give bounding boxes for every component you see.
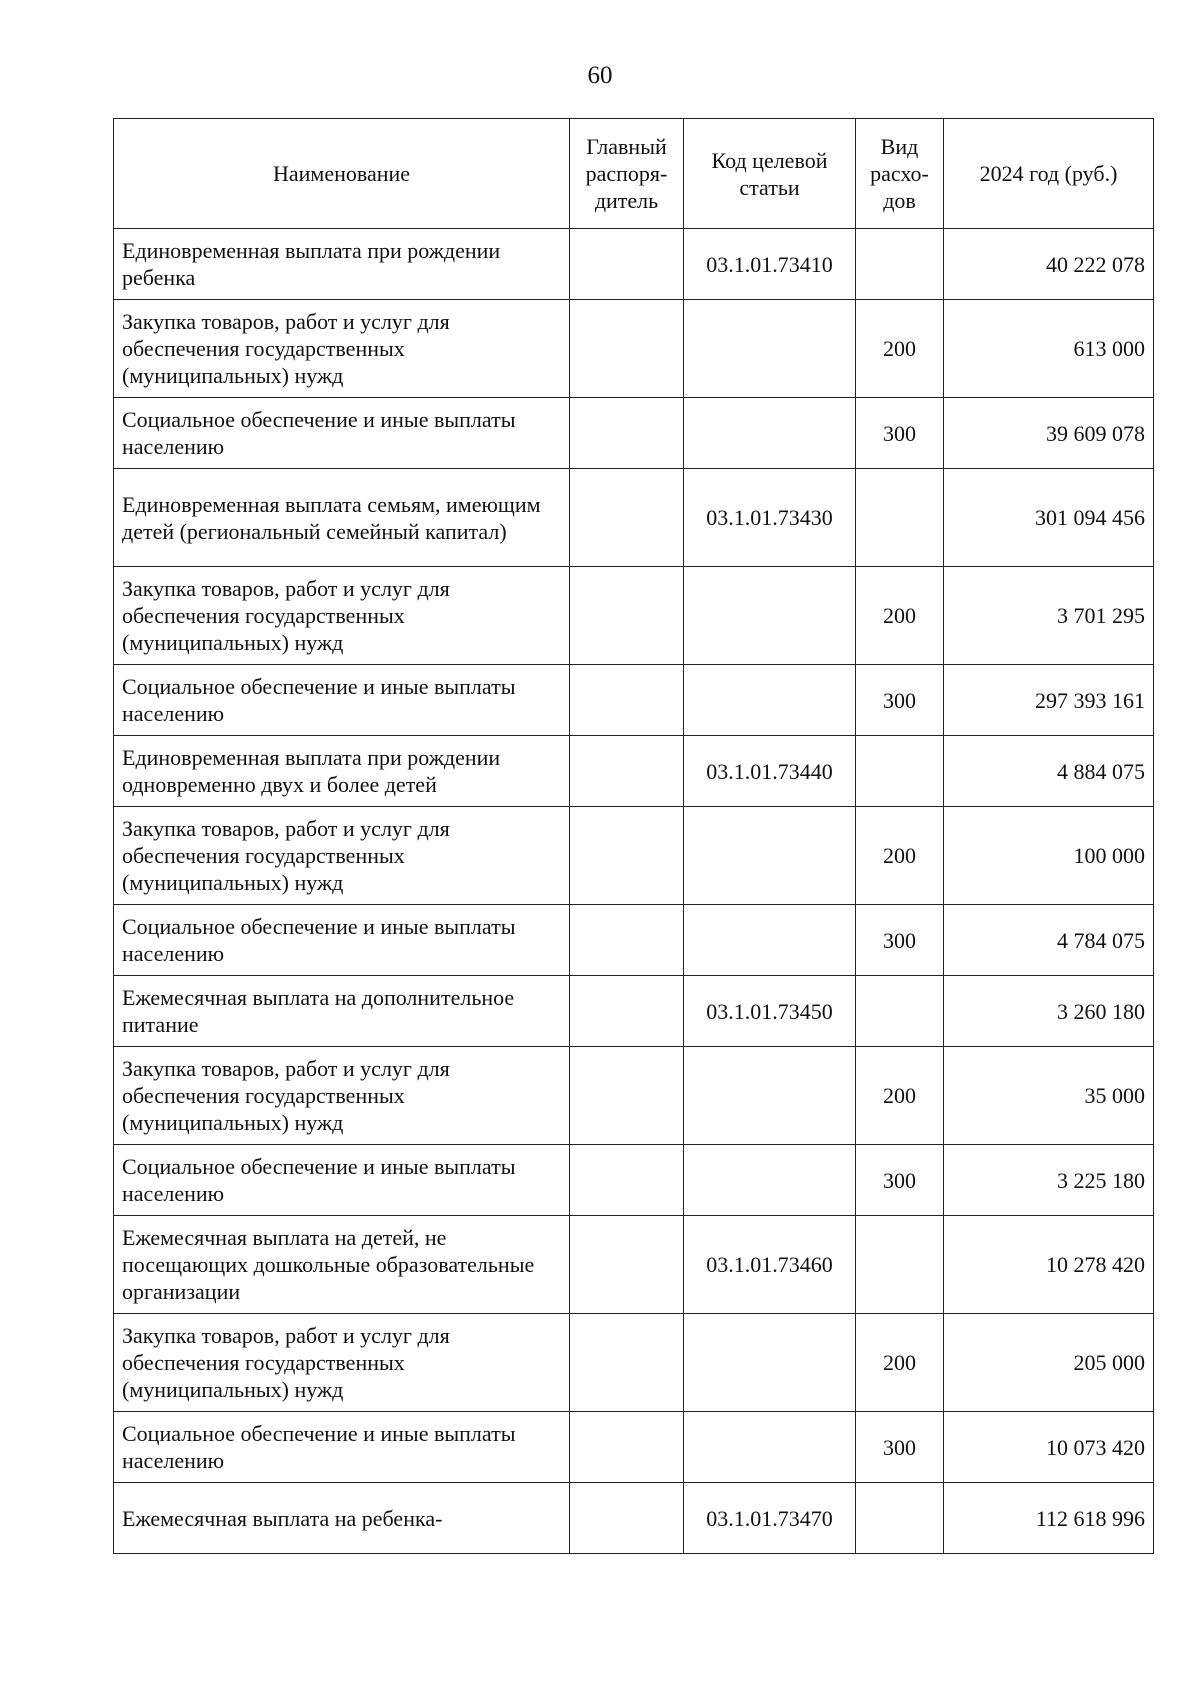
cell-name: Социальное обеспечение и иные выплаты населению [114, 1412, 570, 1483]
cell-name: Единовременная выплата семьям, имеющим детей (региональный семейный капитал) [114, 469, 570, 567]
cell-code: 03.1.01.73430 [684, 469, 856, 567]
cell-vid: 200 [856, 300, 944, 398]
cell-vid [856, 1216, 944, 1314]
cell-name: Закупка товаров, работ и услуг для обеспечения государственных (муниципальных) нужд [114, 300, 570, 398]
table-row [114, 1412, 1154, 1483]
page-number: 60 [587, 62, 613, 89]
cell-sum: 3 260 180 [944, 976, 1154, 1047]
cell-grbs [570, 1047, 684, 1145]
cell-vid [856, 1483, 944, 1554]
cell-code: 03.1.01.73470 [684, 1483, 856, 1554]
header-code: Код целевой статьи [684, 119, 856, 229]
cell-vid: 200 [856, 807, 944, 905]
cell-grbs [570, 807, 684, 905]
cell-vid: 200 [856, 1314, 944, 1412]
cell-sum: 3 225 180 [944, 1145, 1154, 1216]
cell-sum: 205 000 [944, 1314, 1154, 1412]
cell-sum: 613 000 [944, 300, 1154, 398]
cell-vid [856, 469, 944, 567]
cell-code [684, 665, 856, 736]
cell-code: 03.1.01.73410 [684, 229, 856, 300]
table-row [114, 736, 1154, 807]
cell-sum: 10 278 420 [944, 1216, 1154, 1314]
cell-sum: 301 094 456 [944, 469, 1154, 567]
cell-vid: 300 [856, 905, 944, 976]
cell-code [684, 1047, 856, 1145]
table-row [114, 1483, 1154, 1554]
cell-name: Социальное обеспечение и иные выплаты населению [114, 905, 570, 976]
cell-name: Закупка товаров, работ и услуг для обеспечения государственных (муниципальных) нужд [114, 567, 570, 665]
cell-code [684, 807, 856, 905]
cell-vid: 200 [856, 1047, 944, 1145]
header-vid: Вид расхо-дов [856, 119, 944, 229]
table-row [114, 1216, 1154, 1314]
header-name: Наименование [114, 119, 570, 229]
table-row [114, 469, 1154, 567]
cell-name: Единовременная выплата при рождении ребенка [114, 229, 570, 300]
cell-code [684, 1145, 856, 1216]
cell-name: Ежемесячная выплата на детей, не посещающих дошкольные образовательные организации [114, 1216, 570, 1314]
cell-code [684, 1314, 856, 1412]
cell-name: Ежемесячная выплата на ребенка- [114, 1483, 570, 1554]
cell-name: Закупка товаров, работ и услуг для обеспечения государственных (муниципальных) нужд [114, 1047, 570, 1145]
cell-sum: 39 609 078 [944, 398, 1154, 469]
table-row [114, 398, 1154, 469]
table-row [114, 229, 1154, 300]
cell-name: Социальное обеспечение и иные выплаты населению [114, 1145, 570, 1216]
cell-sum: 297 393 161 [944, 665, 1154, 736]
cell-code [684, 398, 856, 469]
cell-sum: 4 884 075 [944, 736, 1154, 807]
cell-sum: 3 701 295 [944, 567, 1154, 665]
cell-grbs [570, 1145, 684, 1216]
cell-grbs [570, 736, 684, 807]
cell-vid [856, 736, 944, 807]
cell-vid: 300 [856, 1145, 944, 1216]
cell-grbs [570, 300, 684, 398]
cell-name: Социальное обеспечение и иные выплаты населению [114, 398, 570, 469]
header-sum: 2024 год (руб.) [944, 119, 1154, 229]
cell-code [684, 1412, 856, 1483]
cell-grbs [570, 976, 684, 1047]
cell-grbs [570, 398, 684, 469]
cell-sum: 35 000 [944, 1047, 1154, 1145]
cell-sum: 100 000 [944, 807, 1154, 905]
cell-code: 03.1.01.73440 [684, 736, 856, 807]
cell-code [684, 905, 856, 976]
cell-code: 03.1.01.73450 [684, 976, 856, 1047]
cell-grbs [570, 1412, 684, 1483]
cell-vid [856, 229, 944, 300]
cell-sum: 4 784 075 [944, 905, 1154, 976]
cell-sum: 112 618 996 [944, 1483, 1154, 1554]
table-row [114, 1145, 1154, 1216]
cell-grbs [570, 1483, 684, 1554]
cell-code [684, 300, 856, 398]
cell-grbs [570, 229, 684, 300]
cell-grbs [570, 469, 684, 567]
table-body [114, 229, 1154, 1554]
header-grbs: Главный распоря-дитель [570, 119, 684, 229]
table-row [114, 665, 1154, 736]
table-row [114, 1314, 1154, 1412]
cell-code: 03.1.01.73460 [684, 1216, 856, 1314]
cell-grbs [570, 1314, 684, 1412]
cell-name: Единовременная выплата при рождении одновременно двух и более детей [114, 736, 570, 807]
cell-vid: 300 [856, 665, 944, 736]
table-header-row [114, 119, 1154, 229]
table-row [114, 300, 1154, 398]
cell-grbs [570, 905, 684, 976]
cell-sum: 10 073 420 [944, 1412, 1154, 1483]
cell-sum: 40 222 078 [944, 229, 1154, 300]
table-row [114, 807, 1154, 905]
cell-grbs [570, 1216, 684, 1314]
cell-vid: 300 [856, 398, 944, 469]
table-row [114, 1047, 1154, 1145]
table-row [114, 567, 1154, 665]
table-row [114, 976, 1154, 1047]
cell-vid: 200 [856, 567, 944, 665]
table-row [114, 905, 1154, 976]
cell-grbs [570, 665, 684, 736]
cell-vid [856, 976, 944, 1047]
cell-name: Социальное обеспечение и иные выплаты населению [114, 665, 570, 736]
cell-vid: 300 [856, 1412, 944, 1483]
cell-name: Закупка товаров, работ и услуг для обеспечения государственных (муниципальных) нужд [114, 1314, 570, 1412]
budget-table [113, 118, 1154, 1554]
cell-name: Закупка товаров, работ и услуг для обеспечения государственных (муниципальных) нужд [114, 807, 570, 905]
cell-name: Ежемесячная выплата на дополнительное питание [114, 976, 570, 1047]
cell-code [684, 567, 856, 665]
cell-grbs [570, 567, 684, 665]
